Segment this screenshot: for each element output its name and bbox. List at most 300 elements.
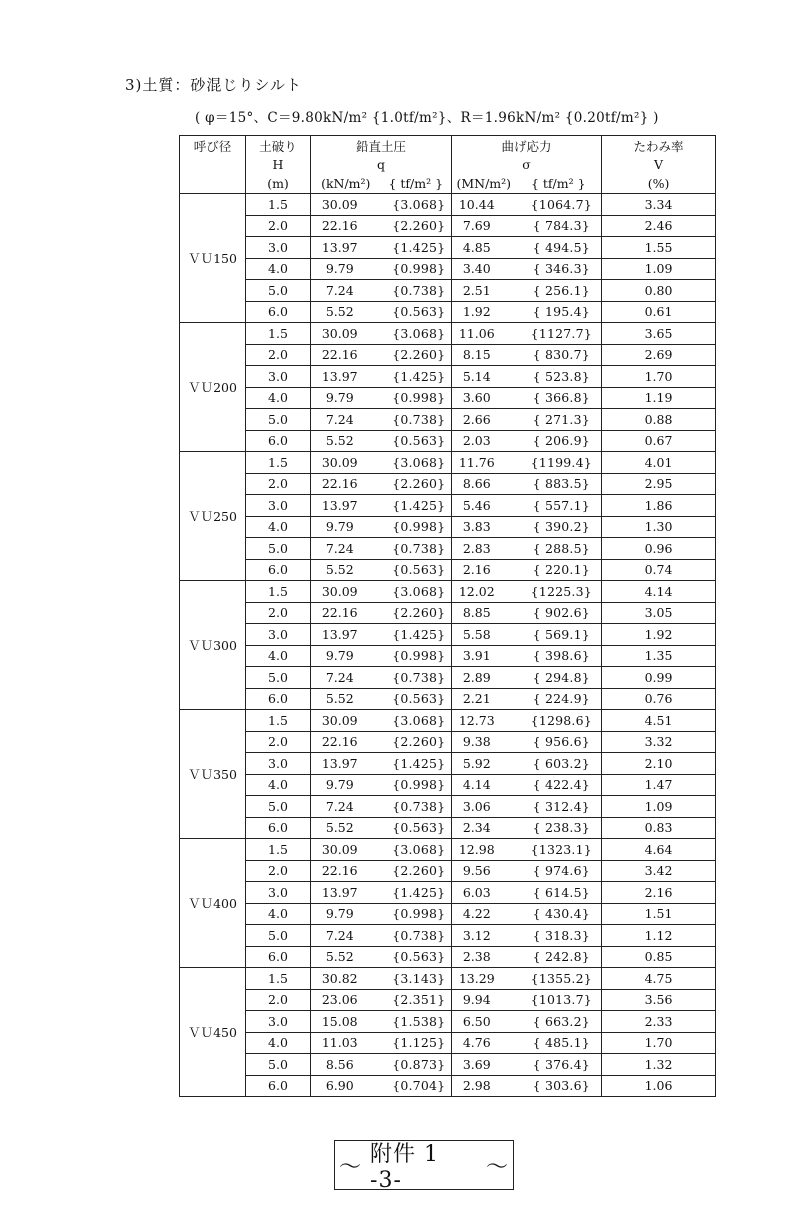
stress-tf-cell: { 603.2}	[516, 753, 602, 775]
stress-tf-cell: { 195.4}	[516, 301, 602, 323]
stress-tf-cell: { 422.4}	[516, 774, 602, 796]
pressure-tf-cell: {0.998}	[381, 645, 452, 667]
pressure-tf-cell: {3.068}	[381, 581, 452, 603]
table-row	[180, 581, 716, 603]
deflection-cell: 1.32	[602, 1054, 716, 1076]
stress-tf-cell: { 956.6}	[516, 731, 602, 753]
nominal-size-cell: ＶＵ300	[180, 581, 246, 710]
deflection-cell: 1.86	[602, 495, 716, 517]
stress-si-cell: 10.44	[452, 194, 516, 216]
pressure-si-cell: 13.97	[311, 237, 381, 259]
cover-depth-cell: 6.0	[246, 559, 311, 581]
pressure-si-cell: 22.16	[311, 215, 381, 237]
pressure-si-cell: 5.52	[311, 430, 381, 452]
pressure-si-cell: 22.16	[311, 602, 381, 624]
nominal-size-cell: ＶＵ450	[180, 968, 246, 1097]
pressure-tf-cell: {1.425}	[381, 882, 452, 904]
cover-depth-cell: 1.5	[246, 710, 311, 732]
cover-depth-cell: 5.0	[246, 1054, 311, 1076]
unit-q-tf: { tf/m² }	[381, 174, 452, 194]
pressure-si-cell: 5.52	[311, 688, 381, 710]
pressure-tf-cell: {2.351}	[381, 989, 452, 1011]
cover-depth-cell: 3.0	[246, 366, 311, 388]
cover-depth-cell: 3.0	[246, 237, 311, 259]
pressure-si-cell: 5.52	[311, 559, 381, 581]
stress-si-cell: 2.16	[452, 559, 516, 581]
nominal-size-cell: ＶＵ400	[180, 839, 246, 968]
pressure-si-cell: 22.16	[311, 473, 381, 495]
stress-tf-cell: { 485.1}	[516, 1032, 602, 1054]
stress-tf-cell: {1013.7}	[516, 989, 602, 1011]
deflection-cell: 1.09	[602, 258, 716, 280]
stress-si-cell: 3.40	[452, 258, 516, 280]
header-cover-depth: 土破り	[246, 136, 311, 156]
table-row	[180, 1054, 716, 1076]
pressure-si-cell: 6.90	[311, 1075, 381, 1097]
stress-tf-cell: { 366.8}	[516, 387, 602, 409]
table-row	[180, 495, 716, 517]
cover-depth-cell: 5.0	[246, 667, 311, 689]
stress-si-cell: 3.91	[452, 645, 516, 667]
deflection-cell: 1.19	[602, 387, 716, 409]
stress-si-cell: 3.06	[452, 796, 516, 818]
deflection-cell: 0.80	[602, 280, 716, 302]
pressure-tf-cell: {2.260}	[381, 473, 452, 495]
pressure-tf-cell: {1.425}	[381, 366, 452, 388]
stress-si-cell: 9.38	[452, 731, 516, 753]
cover-depth-cell: 4.0	[246, 387, 311, 409]
pressure-tf-cell: {0.704}	[381, 1075, 452, 1097]
cover-depth-cell: 1.5	[246, 323, 311, 345]
header-symbol-q: q	[311, 155, 452, 174]
cover-depth-cell: 1.5	[246, 839, 311, 861]
stress-si-cell: 2.66	[452, 409, 516, 431]
stress-si-cell: 2.51	[452, 280, 516, 302]
header-vertical-earth-pressure: 鉛直土圧	[311, 136, 452, 156]
pressure-tf-cell: {1.425}	[381, 495, 452, 517]
table-row	[180, 237, 716, 259]
deflection-cell: 4.75	[602, 968, 716, 990]
deflection-cell: 3.34	[602, 194, 716, 216]
stress-si-cell: 2.83	[452, 538, 516, 560]
stress-tf-cell: { 294.8}	[516, 667, 602, 689]
stress-si-cell: 7.69	[452, 215, 516, 237]
section-title: 3)土質：砂混じりシルト	[125, 76, 303, 94]
stress-si-cell: 8.85	[452, 602, 516, 624]
pressure-tf-cell: {0.738}	[381, 280, 452, 302]
pressure-tf-cell: {0.563}	[381, 946, 452, 968]
footer-label: 附件 1 -3-	[370, 1142, 440, 1193]
deflection-cell: 2.10	[602, 753, 716, 775]
stress-si-cell: 4.14	[452, 774, 516, 796]
table-row	[180, 280, 716, 302]
stress-tf-cell: { 242.8}	[516, 946, 602, 968]
pressure-si-cell: 30.09	[311, 581, 381, 603]
pressure-tf-cell: {1.425}	[381, 237, 452, 259]
table-row	[180, 710, 716, 732]
stress-tf-cell: { 902.6}	[516, 602, 602, 624]
unit-sigma-tf: { tf/m² }	[516, 174, 602, 194]
stress-si-cell: 2.34	[452, 817, 516, 839]
deflection-cell: 1.09	[602, 796, 716, 818]
deflection-cell: 0.96	[602, 538, 716, 560]
deflection-cell: 2.95	[602, 473, 716, 495]
page-footer	[334, 1140, 514, 1193]
table-row	[180, 387, 716, 409]
stress-si-cell: 12.02	[452, 581, 516, 603]
cover-depth-cell: 4.0	[246, 645, 311, 667]
pressure-tf-cell: {0.563}	[381, 430, 452, 452]
table-row	[180, 194, 716, 216]
stress-tf-cell: { 318.3}	[516, 925, 602, 947]
stress-si-cell: 4.22	[452, 903, 516, 925]
cover-depth-cell: 3.0	[246, 882, 311, 904]
pressure-si-cell: 13.97	[311, 366, 381, 388]
pressure-si-cell: 7.24	[311, 796, 381, 818]
stress-si-cell: 2.38	[452, 946, 516, 968]
table-row	[180, 602, 716, 624]
cover-depth-cell: 2.0	[246, 473, 311, 495]
table-row	[180, 968, 716, 990]
pressure-tf-cell: {0.873}	[381, 1054, 452, 1076]
table-row	[180, 882, 716, 904]
table-row	[180, 473, 716, 495]
stress-tf-cell: {1298.6}	[516, 710, 602, 732]
table-row	[180, 323, 716, 345]
stress-si-cell: 3.69	[452, 1054, 516, 1076]
deflection-cell: 3.42	[602, 860, 716, 882]
footer-tilde-left: ～	[339, 1154, 363, 1180]
stress-tf-cell: {1127.7}	[516, 323, 602, 345]
cover-depth-cell: 2.0	[246, 731, 311, 753]
pressure-si-cell: 9.79	[311, 774, 381, 796]
pressure-si-cell: 30.09	[311, 452, 381, 474]
pressure-si-cell: 30.82	[311, 968, 381, 990]
deflection-cell: 4.01	[602, 452, 716, 474]
pressure-si-cell: 30.09	[311, 323, 381, 345]
pressure-tf-cell: {0.563}	[381, 817, 452, 839]
stress-tf-cell: { 288.5}	[516, 538, 602, 560]
stress-tf-cell: { 238.3}	[516, 817, 602, 839]
stress-tf-cell: { 430.4}	[516, 903, 602, 925]
stress-si-cell: 9.56	[452, 860, 516, 882]
deflection-cell: 2.33	[602, 1011, 716, 1033]
table-row	[180, 925, 716, 947]
stress-si-cell: 3.83	[452, 516, 516, 538]
stress-tf-cell: { 830.7}	[516, 344, 602, 366]
pressure-tf-cell: {1.125}	[381, 1032, 452, 1054]
pressure-si-cell: 9.79	[311, 516, 381, 538]
cover-depth-cell: 4.0	[246, 516, 311, 538]
pressure-tf-cell: {0.738}	[381, 667, 452, 689]
pressure-si-cell: 30.09	[311, 194, 381, 216]
header-row-units	[180, 174, 716, 194]
deflection-cell: 3.05	[602, 602, 716, 624]
pressure-si-cell: 30.09	[311, 839, 381, 861]
nominal-size-cell: ＶＵ350	[180, 710, 246, 839]
pressure-tf-cell: {1.425}	[381, 753, 452, 775]
stress-tf-cell: { 883.5}	[516, 473, 602, 495]
cover-depth-cell: 2.0	[246, 602, 311, 624]
pressure-tf-cell: {0.998}	[381, 387, 452, 409]
table-row	[180, 839, 716, 861]
pressure-si-cell: 5.52	[311, 946, 381, 968]
pressure-tf-cell: {0.998}	[381, 516, 452, 538]
stress-tf-cell: { 220.1}	[516, 559, 602, 581]
header-deflection-rate: たわみ率	[602, 136, 716, 156]
deflection-cell: 1.35	[602, 645, 716, 667]
cover-depth-cell: 5.0	[246, 280, 311, 302]
cover-depth-cell: 1.5	[246, 194, 311, 216]
stress-tf-cell: { 271.3}	[516, 409, 602, 431]
pressure-tf-cell: {0.738}	[381, 409, 452, 431]
pressure-si-cell: 22.16	[311, 860, 381, 882]
pressure-tf-cell: {2.260}	[381, 731, 452, 753]
pressure-si-cell: 7.24	[311, 925, 381, 947]
nominal-size-cell: ＶＵ200	[180, 323, 246, 452]
pressure-si-cell: 13.97	[311, 882, 381, 904]
nominal-size-cell: ＶＵ150	[180, 194, 246, 323]
pressure-si-cell: 13.97	[311, 753, 381, 775]
stress-si-cell: 13.29	[452, 968, 516, 990]
pressure-si-cell: 9.79	[311, 645, 381, 667]
deflection-cell: 1.55	[602, 237, 716, 259]
stress-si-cell: 4.76	[452, 1032, 516, 1054]
cover-depth-cell: 5.0	[246, 409, 311, 431]
pressure-si-cell: 30.09	[311, 710, 381, 732]
pressure-si-cell: 7.24	[311, 409, 381, 431]
header-symbol-v: V	[602, 155, 716, 174]
deflection-cell: 1.51	[602, 903, 716, 925]
deflection-cell: 0.99	[602, 667, 716, 689]
table-row	[180, 366, 716, 388]
pressure-si-cell: 5.52	[311, 301, 381, 323]
table-row	[180, 1011, 716, 1033]
deflection-cell: 2.16	[602, 882, 716, 904]
cover-depth-cell: 6.0	[246, 301, 311, 323]
pressure-si-cell: 8.56	[311, 1054, 381, 1076]
table-row	[180, 215, 716, 237]
unit-sigma-si: (MN/m²)	[452, 174, 516, 194]
pressure-si-cell: 23.06	[311, 989, 381, 1011]
pressure-tf-cell: {0.738}	[381, 925, 452, 947]
pressure-tf-cell: {3.068}	[381, 839, 452, 861]
cover-depth-cell: 2.0	[246, 215, 311, 237]
table-row	[180, 516, 716, 538]
stress-tf-cell: {1323.1}	[516, 839, 602, 861]
stress-si-cell: 1.92	[452, 301, 516, 323]
cover-depth-cell: 6.0	[246, 430, 311, 452]
pressure-si-cell: 22.16	[311, 344, 381, 366]
stress-tf-cell: { 663.2}	[516, 1011, 602, 1033]
footer-tilde-right: ～	[485, 1154, 509, 1180]
stress-tf-cell: { 523.8}	[516, 366, 602, 388]
cover-depth-cell: 3.0	[246, 753, 311, 775]
pressure-tf-cell: {0.738}	[381, 796, 452, 818]
table-row	[180, 989, 716, 1011]
table-row	[180, 796, 716, 818]
table-row	[180, 1032, 716, 1054]
table-row	[180, 667, 716, 689]
cover-depth-cell: 6.0	[246, 688, 311, 710]
stress-si-cell: 5.92	[452, 753, 516, 775]
pressure-tf-cell: {1.538}	[381, 1011, 452, 1033]
header-nominal-size: 呼び径	[180, 136, 246, 156]
table-row	[180, 645, 716, 667]
table-row	[180, 688, 716, 710]
pressure-si-cell: 9.79	[311, 903, 381, 925]
stress-si-cell: 3.12	[452, 925, 516, 947]
pressure-tf-cell: {1.425}	[381, 624, 452, 646]
pressure-si-cell: 7.24	[311, 280, 381, 302]
stress-si-cell: 2.21	[452, 688, 516, 710]
stress-si-cell: 2.98	[452, 1075, 516, 1097]
deflection-cell: 4.14	[602, 581, 716, 603]
stress-si-cell: 5.58	[452, 624, 516, 646]
deflection-cell: 0.85	[602, 946, 716, 968]
pressure-tf-cell: {0.563}	[381, 688, 452, 710]
stress-si-cell: 11.76	[452, 452, 516, 474]
stress-tf-cell: { 784.3}	[516, 215, 602, 237]
pressure-tf-cell: {3.068}	[381, 452, 452, 474]
pressure-si-cell: 13.97	[311, 495, 381, 517]
stress-tf-cell: { 974.6}	[516, 860, 602, 882]
cover-depth-cell: 6.0	[246, 946, 311, 968]
cover-depth-cell: 2.0	[246, 989, 311, 1011]
deflection-cell: 4.51	[602, 710, 716, 732]
deflection-cell: 2.69	[602, 344, 716, 366]
table-row	[180, 753, 716, 775]
stress-tf-cell: { 256.1}	[516, 280, 602, 302]
deflection-cell: 2.46	[602, 215, 716, 237]
header-row-1	[180, 136, 716, 156]
table-row	[180, 452, 716, 474]
stress-tf-cell: {1064.7}	[516, 194, 602, 216]
cover-depth-cell: 1.5	[246, 581, 311, 603]
cover-depth-cell: 3.0	[246, 1011, 311, 1033]
stress-si-cell: 12.98	[452, 839, 516, 861]
pressure-tf-cell: {0.563}	[381, 559, 452, 581]
stress-tf-cell: { 398.6}	[516, 645, 602, 667]
cover-depth-cell: 1.5	[246, 968, 311, 990]
table-row	[180, 774, 716, 796]
deflection-cell: 1.12	[602, 925, 716, 947]
table-row	[180, 624, 716, 646]
unit-h: (m)	[246, 174, 311, 194]
cover-depth-cell: 1.5	[246, 452, 311, 474]
pressure-tf-cell: {0.998}	[381, 258, 452, 280]
stress-tf-cell: {1355.2}	[516, 968, 602, 990]
pressure-si-cell: 7.24	[311, 667, 381, 689]
stress-si-cell: 8.15	[452, 344, 516, 366]
stress-tf-cell: { 206.9}	[516, 430, 602, 452]
deflection-cell: 3.56	[602, 989, 716, 1011]
pressure-si-cell: 5.52	[311, 817, 381, 839]
pressure-tf-cell: {0.563}	[381, 301, 452, 323]
pressure-tf-cell: {2.260}	[381, 344, 452, 366]
table-row	[180, 1075, 716, 1097]
stress-si-cell: 5.46	[452, 495, 516, 517]
cover-depth-cell: 5.0	[246, 925, 311, 947]
header-symbol-h: H	[246, 155, 311, 174]
cover-depth-cell: 5.0	[246, 796, 311, 818]
table-row	[180, 559, 716, 581]
cover-depth-cell: 6.0	[246, 1075, 311, 1097]
table-row	[180, 258, 716, 280]
stress-si-cell: 8.66	[452, 473, 516, 495]
pressure-tf-cell: {3.068}	[381, 323, 452, 345]
pressure-tf-cell: {2.260}	[381, 602, 452, 624]
stress-si-cell: 2.89	[452, 667, 516, 689]
deflection-cell: 3.32	[602, 731, 716, 753]
stress-tf-cell: { 224.9}	[516, 688, 602, 710]
deflection-cell: 0.88	[602, 409, 716, 431]
pressure-si-cell: 15.08	[311, 1011, 381, 1033]
cover-depth-cell: 3.0	[246, 624, 311, 646]
cover-depth-cell: 4.0	[246, 258, 311, 280]
pressure-si-cell: 9.79	[311, 387, 381, 409]
pressure-tf-cell: {3.143}	[381, 968, 452, 990]
stress-si-cell: 3.60	[452, 387, 516, 409]
table-row	[180, 409, 716, 431]
pressure-tf-cell: {3.068}	[381, 710, 452, 732]
cover-depth-cell: 3.0	[246, 495, 311, 517]
stress-si-cell: 9.94	[452, 989, 516, 1011]
pressure-tf-cell: {2.260}	[381, 215, 452, 237]
deflection-cell: 1.47	[602, 774, 716, 796]
table-row	[180, 903, 716, 925]
table-row	[180, 817, 716, 839]
pressure-si-cell: 9.79	[311, 258, 381, 280]
stress-tf-cell: {1199.4}	[516, 452, 602, 474]
unit-v: (%)	[602, 174, 716, 194]
header-bending-stress: 曲げ応力	[452, 136, 602, 156]
soil-parameters: ( φ＝15°、C＝9.80kN/m² {1.0tf/m²}、R＝1.96kN/m² {0.20tf/m²} )	[195, 110, 659, 126]
stress-tf-cell: { 569.1}	[516, 624, 602, 646]
deflection-cell: 1.06	[602, 1075, 716, 1097]
cover-depth-cell: 2.0	[246, 344, 311, 366]
stress-tf-cell: { 614.5}	[516, 882, 602, 904]
stress-si-cell: 12.73	[452, 710, 516, 732]
header-symbol-sigma: σ	[452, 155, 602, 174]
cover-depth-cell: 2.0	[246, 860, 311, 882]
stress-si-cell: 6.50	[452, 1011, 516, 1033]
pressure-tf-cell: {0.998}	[381, 774, 452, 796]
stress-si-cell: 5.14	[452, 366, 516, 388]
deflection-cell: 1.70	[602, 1032, 716, 1054]
pressure-tf-cell: {2.260}	[381, 860, 452, 882]
pressure-si-cell: 7.24	[311, 538, 381, 560]
stress-tf-cell: { 303.6}	[516, 1075, 602, 1097]
pressure-tf-cell: {0.738}	[381, 538, 452, 560]
stress-si-cell: 2.03	[452, 430, 516, 452]
nominal-size-cell: ＶＵ250	[180, 452, 246, 581]
deflection-cell: 1.30	[602, 516, 716, 538]
stress-si-cell: 6.03	[452, 882, 516, 904]
cover-depth-cell: 4.0	[246, 774, 311, 796]
pressure-tf-cell: {0.998}	[381, 903, 452, 925]
pressure-tf-cell: {3.068}	[381, 194, 452, 216]
table-body	[180, 194, 716, 1097]
deflection-cell: 1.70	[602, 366, 716, 388]
table-row	[180, 344, 716, 366]
table-row	[180, 301, 716, 323]
table-row	[180, 946, 716, 968]
pressure-si-cell: 11.03	[311, 1032, 381, 1054]
deflection-cell: 1.92	[602, 624, 716, 646]
deflection-cell: 0.61	[602, 301, 716, 323]
stress-tf-cell: { 312.4}	[516, 796, 602, 818]
